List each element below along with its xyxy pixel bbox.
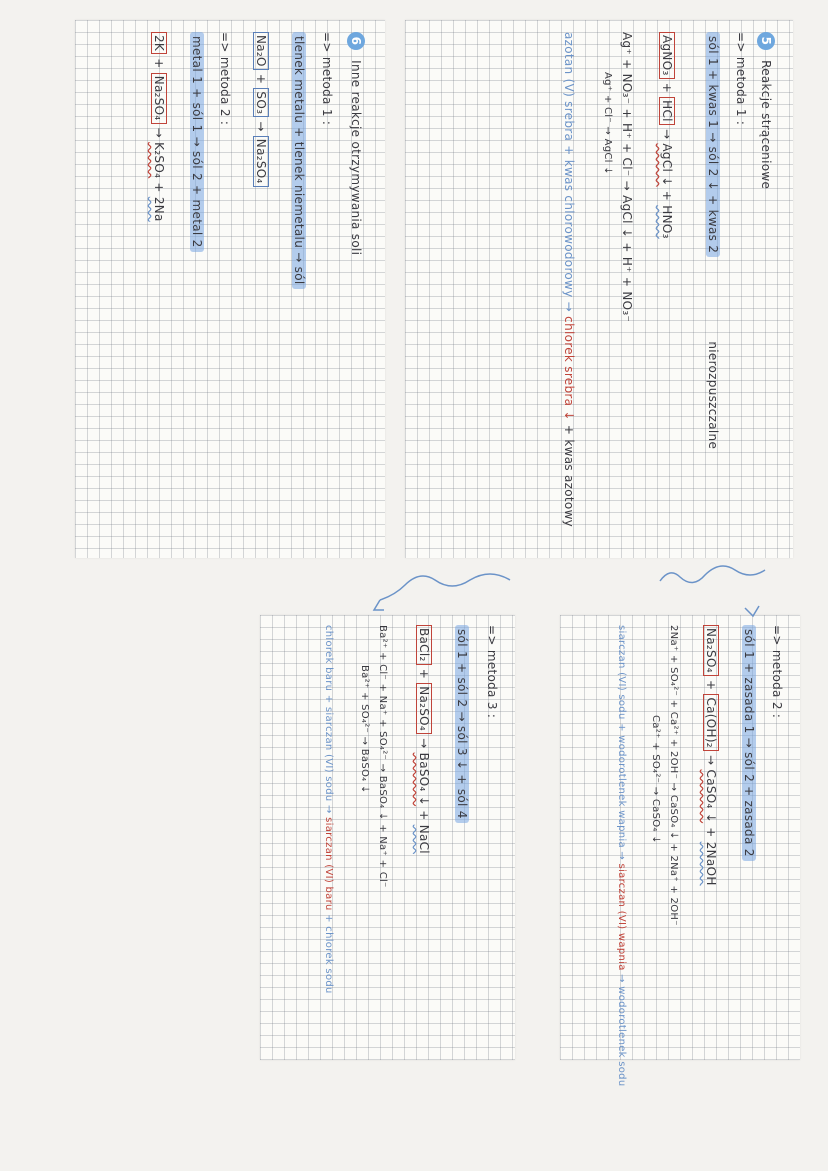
- method-3-words-blue: chlorek baru + siarczan (VI) sodu →: [323, 625, 334, 814]
- method-3-words-tail: + chlorek sodu: [323, 914, 334, 994]
- card-method-3: [260, 615, 515, 1060]
- section-6-number-badge: 6: [347, 32, 365, 50]
- method-2-words-red: siarczan (VI) wapnia: [616, 863, 627, 971]
- section-5-ionic-full: Ag⁺ + NO₃⁻ + H⁺ + Cl⁻ → AgCl ↓ + H⁺ + NO₃⁻: [620, 32, 634, 323]
- card-method-2: [560, 615, 800, 1087]
- method-3-scheme-text: sól 1 + sól 2 → sól 3 ↓ + sól 4: [455, 625, 469, 823]
- card-section-5: [405, 20, 793, 558]
- section-5-words-red: chlorek srebra ↓: [562, 316, 576, 421]
- method-2-ionic-full: 2Na⁺ + SO₄²⁻ + Ca²⁺ + 2OH⁻ → CaSO₄ ↓ + 2Na⁺ + 2OH⁻: [668, 625, 679, 926]
- method-3-ionic-short: Ba²⁺ + SO₄²⁻ → BaSO₄ ↓: [359, 665, 370, 794]
- section-5-words: [561, 32, 577, 527]
- method-2-scheme-text: sól 1 + zasada 1 → sól 2 + zasada 2: [742, 625, 756, 861]
- section-5-number-badge: 5: [757, 32, 775, 50]
- squiggle-right: [660, 566, 765, 583]
- squiggle-left-head: [374, 600, 384, 610]
- section-6-scheme-1: [291, 32, 307, 289]
- method-2-ionic-short: Ca²⁺ + SO₄²⁻ → CaSO₄ ↓: [650, 715, 661, 844]
- eq5-product-1: AgCl ↓: [660, 143, 674, 187]
- section-5-content: [415, 32, 775, 552]
- section-5-scheme: sól 1 + kwas 1 → sól 2 ↓ + kwas 2: [706, 32, 720, 257]
- eqR-product-1: CaSO₄ ↓: [704, 769, 718, 824]
- eqM-plus-1: +: [417, 668, 431, 680]
- section-6-title: Inne reakcje otrzymywania soli: [349, 60, 363, 256]
- section-6-scheme-1-text: tlenek metalu + tlenek niemetalu → sól: [292, 32, 306, 289]
- method-3-label: => metoda 3 :: [485, 625, 499, 719]
- eq5-product-2: HNO₃: [660, 205, 674, 239]
- eqR-reactant-2: Ca(OH)₂: [703, 694, 719, 750]
- section-5-words-blue: azotan (V) srebra + kwas chlorowodorowy →: [562, 32, 576, 313]
- eqM-product-1: BaSO₄ ↓: [417, 752, 431, 807]
- squiggle-right-head: [745, 606, 759, 616]
- eq6a-plus: +: [254, 73, 268, 85]
- section-6-equation-1: [253, 32, 269, 187]
- section-6-scheme-2: [189, 32, 205, 252]
- eqM-reactant-2: Na₂SO₄: [416, 683, 432, 734]
- eq6b-reactant-1: 2K: [151, 32, 167, 54]
- eq6a-reactant-2: SO₃: [253, 88, 269, 117]
- method-3-ionic-full: Ba²⁺ + Cl⁻ + Na⁺ + SO₄²⁻ → BaSO₄ ↓ + Na⁺ + Cl⁻: [377, 625, 388, 888]
- eqM-arrow: →: [417, 738, 431, 749]
- section-5-ionic-short: Ag⁺ + Cl⁻ → AgCl ↓: [602, 72, 613, 175]
- eq6b-product-2: 2Na: [152, 196, 166, 222]
- section-5-heading: [757, 32, 775, 189]
- eq5-plus-1: +: [660, 82, 674, 94]
- method-2-words-blue: siarczan (VI) sodu + wodorotlenek wapnia →: [616, 625, 627, 861]
- section-5-words-tail: + kwas azotowy: [562, 424, 576, 528]
- eqR-product-2: 2NaOH: [704, 841, 718, 886]
- section-5-method: => metoda 1 :: [734, 32, 748, 126]
- eq6a-reactant-1: Na₂O: [253, 32, 269, 70]
- method-2-words: [613, 625, 629, 1086]
- squiggle-left: [380, 574, 510, 600]
- eqM-product-2: NaCl: [417, 824, 431, 854]
- eqM-plus-2: +: [417, 810, 431, 821]
- section-5-scheme-row: [705, 32, 721, 449]
- method-3-words-red: siarczan (VI) baru: [323, 817, 334, 911]
- eqR-arrow: →: [704, 755, 718, 766]
- section-5-equation: [659, 32, 675, 239]
- section-5-scheme-note: nierozpuszczalne: [706, 341, 720, 450]
- method-3-equation: [416, 625, 432, 854]
- card-section-6: [75, 20, 385, 558]
- eqR-reactant-1: Na₂SO₄: [703, 625, 719, 676]
- eqR-plus-2: +: [704, 827, 718, 838]
- method-3-scheme: [454, 625, 470, 823]
- eqR-plus-1: +: [704, 679, 718, 691]
- eq5-arrow: →: [660, 128, 674, 140]
- squiggle-arrow-decoration: [350, 560, 780, 620]
- eq5-reactant-2: HCl: [659, 97, 675, 125]
- method-2-content: [565, 625, 785, 1087]
- method-2-scheme: [741, 625, 757, 861]
- section-6-scheme-2-text: metal 1 + sól 1 → sól 2 + metal 2: [190, 32, 204, 252]
- eq6b-product-1: K₂SO₄: [152, 142, 166, 179]
- eq6b-arrow: →: [152, 127, 166, 139]
- section-6-heading: [347, 32, 365, 255]
- eq6b-reactant-2: Na₂SO₄: [151, 73, 167, 124]
- method-2-words-tail: → wodorotlenek sodu: [616, 974, 627, 1087]
- section-6-content: [85, 32, 365, 552]
- method-3-words: [320, 625, 336, 994]
- eq6b-plus-2: +: [152, 182, 166, 193]
- method-2-equation: [703, 625, 719, 886]
- method-3-content: [270, 625, 500, 1055]
- eqM-reactant-1: BaCl₂: [416, 625, 432, 665]
- eq6a-product: Na₂SO₄: [253, 136, 269, 187]
- method-2-label: => metoda 2 :: [770, 625, 784, 719]
- section-6-method-2: => metoda 2 :: [218, 32, 232, 126]
- eq5-plus-2: +: [660, 190, 674, 202]
- eq6b-plus-1: +: [152, 58, 166, 69]
- section-6-method-1: => metoda 1 :: [320, 32, 334, 126]
- section-5-title: Reakcje strąceniowe: [759, 60, 773, 190]
- section-6-equation-2: [151, 32, 167, 222]
- eq5-reactant-1: AgNO₃: [659, 32, 675, 79]
- eq6a-arrow: →: [254, 121, 268, 132]
